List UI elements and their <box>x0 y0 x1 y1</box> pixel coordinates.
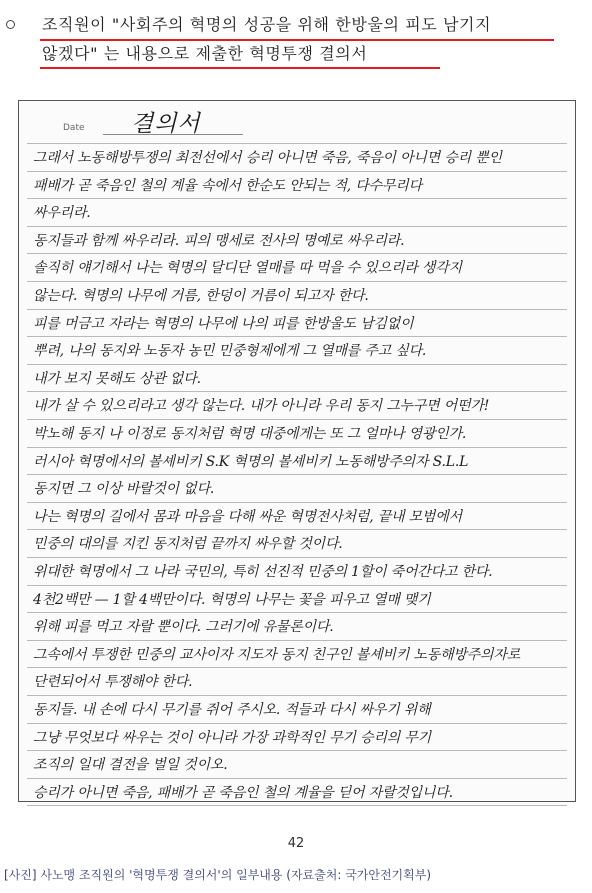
ruled-line <box>27 474 567 475</box>
ruled-line <box>27 778 567 779</box>
red-underline-1 <box>40 39 554 41</box>
memo-line: 동지들과 함께 싸우리라. 피의 맹세로 전사의 명예로 싸우리라. <box>33 232 405 249</box>
memo-line: 단련되어서 투쟁해야 한다. <box>33 674 193 691</box>
ruled-line <box>27 447 567 448</box>
photo-caption: [사진] 사노맹 조직원의 '혁명투쟁 결의서'의 일부내용 (자료출처: 국가안전기획부) <box>4 868 432 882</box>
memo-line: 나는 혁명의 길에서 몸과 마음을 다해 싸운 혁명전사처럼, 끝내 모범에서 <box>33 508 462 525</box>
ruled-line <box>27 695 567 696</box>
memo-line: 솔직히 얘기해서 나는 혁명의 달디단 열매를 따 먹을 수 있으리라 생각지 <box>33 260 462 277</box>
ruled-line <box>27 143 567 144</box>
memo-line: 내가 살 수 있으리라고 생각 않는다. 내가 아니라 우리 동지 그누구면 어떤가! <box>33 398 490 415</box>
header <box>0 0 592 78</box>
memo-line: 박노해 동지 나 이정로 동지처럼 혁명 대중에게는 또 그 얼마나 영광인가. <box>33 426 467 442</box>
ruled-line <box>27 364 567 365</box>
memo-line: 민중의 대의를 지킨 동지처럼 끝까지 싸우할 것이다. <box>33 536 343 553</box>
memo-line: 그속에서 투쟁한 민중의 교사이자 지도자 동지 친구인 볼셰비키 노동해방주의자로 <box>33 646 521 663</box>
ruled-line <box>27 750 567 751</box>
ruled-line <box>27 171 567 172</box>
memo-line: 싸우리라. <box>33 205 91 222</box>
memo-line: 뿌려, 나의 동지와 노동자 농민 민중형제에게 그 열매를 주고 싶다. <box>33 343 427 360</box>
ruled-line <box>27 723 567 724</box>
memo-line: 그래서 노동해방투쟁의 최전선에서 승리 아니면 죽음, 죽음이 아니면 승리 뿐인 <box>33 150 502 166</box>
ruled-line <box>27 557 567 558</box>
red-underline-2 <box>40 67 440 69</box>
memo-line: 러시아 혁명에서의 볼셰비키 S.K 혁명의 볼셰비키 노동해방주의자 S.L.L <box>33 453 469 470</box>
memo-line: 조직의 일대 결전을 벌일 것이오. <box>33 757 228 774</box>
ruled-line <box>27 309 567 310</box>
memo-line: 위대한 혁명에서 그 나라 국민의, 특히 선진적 민중의 1할이 죽어간다고 한다. <box>33 564 493 580</box>
memo-line: 피를 머금고 자라는 혁명의 나무에 나의 피를 한방울도 남김없이 <box>33 315 414 332</box>
ruled-line <box>27 585 567 586</box>
memo-line: 4천2백만 — 1할 4백만이다. 혁명의 나무는 꽃을 피우고 열매 맺기 <box>33 591 431 608</box>
ruled-line <box>27 667 567 668</box>
heading-line-2: 않겠다" 는 내용으로 제출한 혁명투쟁 결의서 <box>42 44 368 63</box>
bullet-circle <box>6 20 15 29</box>
ruled-line <box>27 640 567 641</box>
ruled-line <box>27 502 567 503</box>
ruled-line <box>27 529 567 530</box>
ruled-line <box>27 253 567 254</box>
memo-title: 결의서 <box>131 111 201 137</box>
handwritten-memo <box>18 100 576 802</box>
date-label: Date <box>63 123 85 133</box>
ruled-line <box>27 226 567 227</box>
memo-line: 동지면 그 이상 바랄것이 없다. <box>33 481 215 498</box>
ruled-line <box>27 612 567 613</box>
memo-line: 그냥 무엇보다 싸우는 것이 아니라 가장 과학적인 무기 승리의 무기 <box>33 729 431 746</box>
memo-line: 동지들. 내 손에 다시 무기를 쥐어 주시오. 적들과 다시 싸우기 위해 <box>33 702 431 718</box>
ruled-line <box>27 198 567 199</box>
ruled-line <box>27 281 567 282</box>
memo-line: 않는다. 혁명의 나무에 거름, 한덩이 거름이 되고자 한다. <box>33 288 369 304</box>
page-number: 42 <box>287 836 305 851</box>
ruled-line <box>27 805 567 806</box>
memo-line: 승리가 아니면 죽음, 패배가 곧 죽음인 철의 계율을 딛어 자랄것입니다. <box>33 784 453 801</box>
ruled-line <box>27 419 567 420</box>
memo-line: 패배가 곧 죽음인 철의 계율 속에서 한순도 안되는 적, 다수무리다 <box>33 177 422 194</box>
ruled-line <box>27 336 567 337</box>
heading-line-1: 조직원이 "사회주의 혁명의 성공을 위해 한방울의 피도 남기지 <box>42 15 492 34</box>
ruled-line <box>27 391 567 392</box>
memo-line: 위해 피를 먹고 자랄 뿐이다. 그러기에 유물론이다. <box>33 619 334 636</box>
memo-line: 내가 보지 못해도 상관 없다. <box>33 370 201 387</box>
